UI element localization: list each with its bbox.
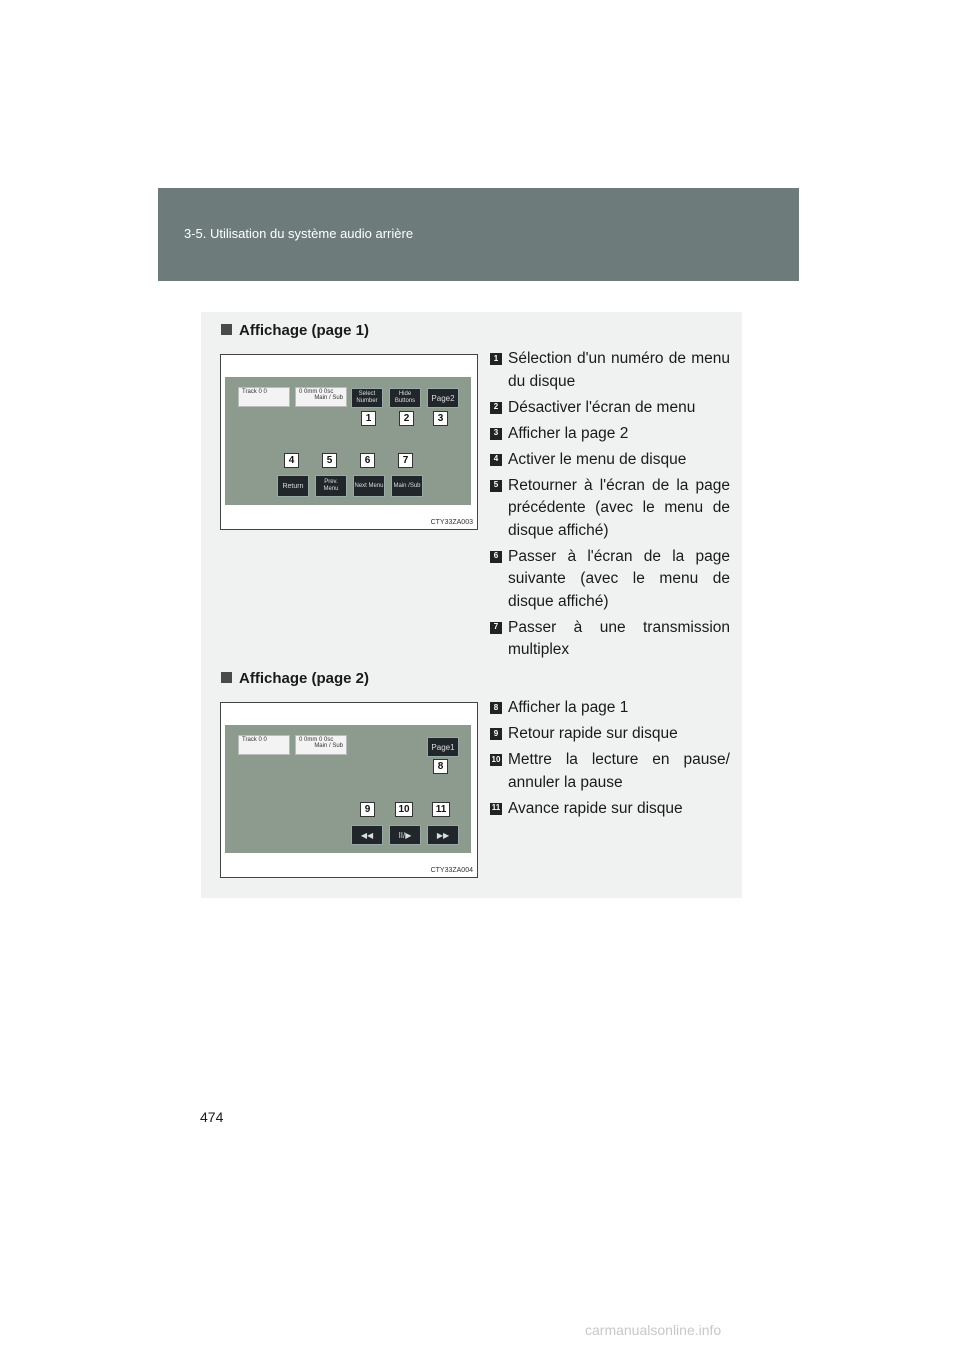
- section-title-page2: Affichage (page 2): [221, 670, 369, 687]
- list-item: 11 Avance rapide sur disque: [491, 799, 683, 817]
- list-item: 6 Passer à l'écran de la page suivante (avec le menu de disque affiché): [490, 546, 730, 614]
- chapter-title: 3-5. Utilisation du système audio arrière: [184, 226, 414, 241]
- list-item: 7 Passer à une transmission multiplex: [490, 617, 730, 662]
- select-number-button[interactable]: Select Number: [351, 388, 383, 408]
- page-number: 474: [200, 1109, 224, 1125]
- main-sub-button[interactable]: Main /Sub: [391, 475, 423, 497]
- list-item: 9 Retour rapide sur disque: [490, 723, 730, 746]
- hide-buttons-button[interactable]: Hide Buttons: [389, 388, 421, 408]
- prev-menu-button[interactable]: Prev. Menu: [315, 475, 347, 497]
- track-field: Track 0 0: [238, 735, 290, 755]
- square-bullet-icon: [221, 324, 232, 335]
- square-bullet-icon: [221, 672, 232, 683]
- list-item: 8 Afficher la page 1: [490, 697, 730, 720]
- fast-reverse-button[interactable]: ◀◀: [351, 825, 383, 845]
- figure-code: CTY33ZA004: [430, 867, 473, 874]
- figure-page2: [220, 702, 478, 878]
- list-item: 10 Mettre la lecture en pause/ annuler la pause: [491, 751, 730, 791]
- figure-code: CTY33ZA003: [430, 519, 473, 526]
- pause-play-button[interactable]: II/▶: [389, 825, 421, 845]
- list-item: 3 Afficher la page 2: [490, 423, 730, 446]
- items-page2: [490, 697, 730, 824]
- callout-9: 9: [360, 802, 375, 817]
- page1-button[interactable]: Page1: [427, 737, 459, 757]
- callout-7: 7: [398, 453, 413, 468]
- items-page1: [490, 348, 730, 665]
- screen-page2: [225, 725, 471, 853]
- page2-button[interactable]: Page2: [427, 388, 459, 408]
- info-field: 0 0mm 0 0sc Main / Sub: [295, 387, 347, 407]
- fast-forward-button[interactable]: ▶▶: [427, 825, 459, 845]
- callout-1: 1: [361, 411, 376, 426]
- screen-page1: [225, 377, 471, 505]
- callout-6: 6: [360, 453, 375, 468]
- next-menu-button[interactable]: Next Menu: [353, 475, 385, 497]
- list-item: 2 Désactiver l'écran de menu: [490, 397, 730, 420]
- callout-3: 3: [433, 411, 448, 426]
- callout-5: 5: [322, 453, 337, 468]
- list-item: 5 Retourner à l'écran de la page précédente (avec le menu de disque affiché): [490, 475, 730, 543]
- watermark: carmanualsonline.info: [585, 1322, 722, 1338]
- figure-page1: [220, 354, 478, 530]
- content-panel: [201, 312, 742, 898]
- return-button[interactable]: Return: [277, 475, 309, 497]
- list-item: 4 Activer le menu de disque: [490, 449, 730, 472]
- info-field: 0 0mm 0 0sc Main / Sub: [295, 735, 347, 755]
- track-field: Track 0 0: [238, 387, 290, 407]
- callout-8: 8: [433, 759, 448, 774]
- callout-4: 4: [284, 453, 299, 468]
- section-title-page1: Affichage (page 1): [221, 322, 369, 339]
- callout-2: 2: [399, 411, 414, 426]
- callout-10: 10: [395, 802, 413, 817]
- callout-11: 11: [432, 802, 450, 817]
- list-item: 1 Sélection d'un numéro de menu du disque: [490, 348, 730, 393]
- chapter-header: [158, 188, 799, 281]
